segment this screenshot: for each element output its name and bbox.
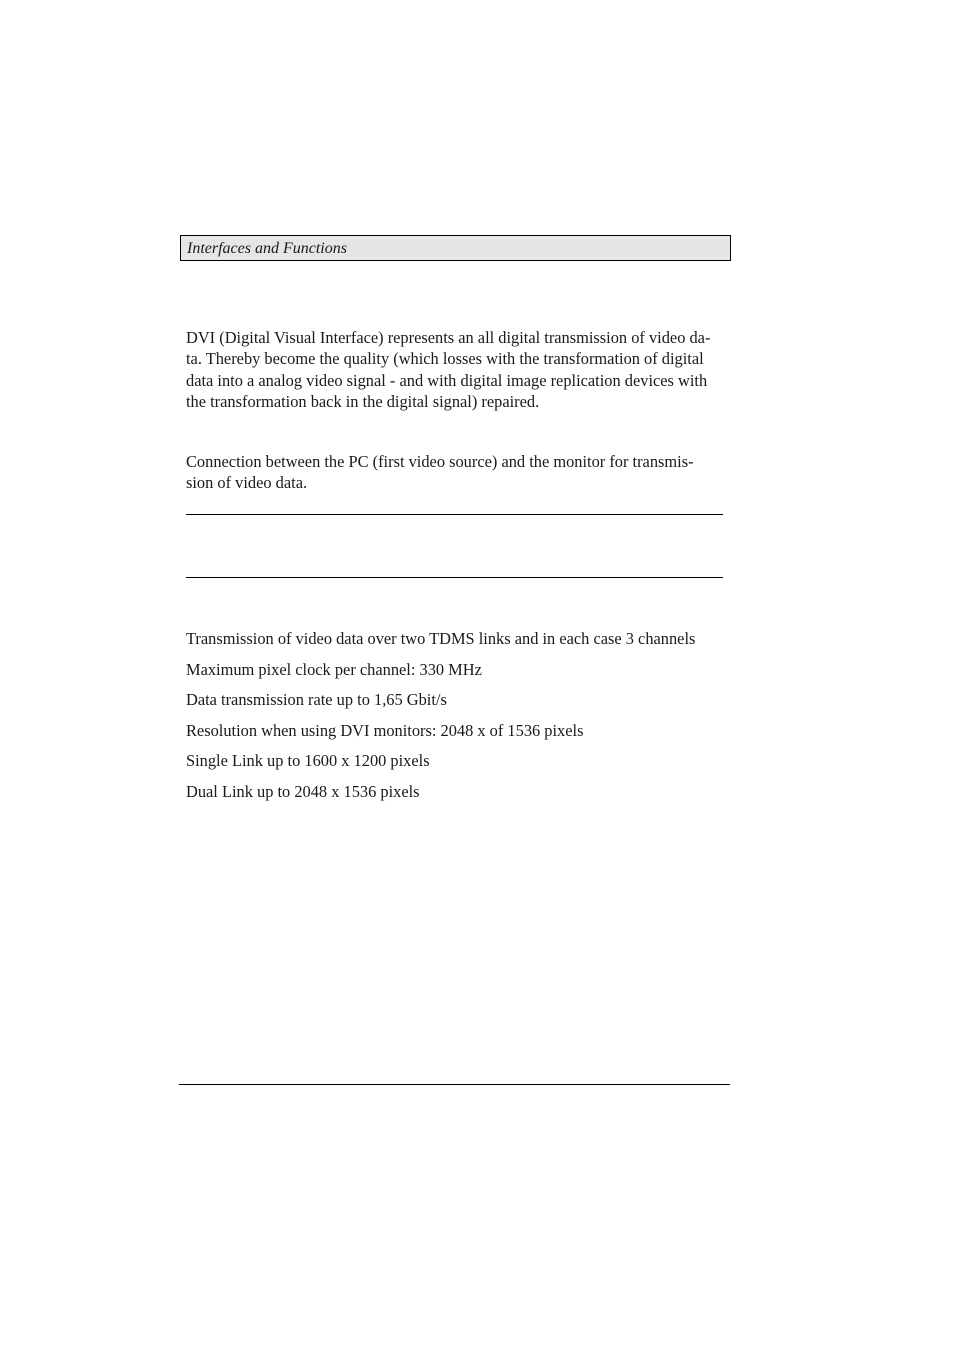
paragraph-line: DVI (Digital Visual Interface) represents an all digital transmission of video da- <box>186 328 711 347</box>
paragraph-line: sion of video data. <box>186 473 308 493</box>
spec-item: Dual Link up to 2048 x 1536 pixels <box>186 781 420 801</box>
divider-line <box>186 514 723 515</box>
spec-item: Transmission of video data over two TDMS links and in each case 3 channels <box>186 629 696 648</box>
footer-divider <box>179 1084 730 1085</box>
section-title: Interfaces and Functions <box>187 240 347 257</box>
spec-list <box>186 629 695 812</box>
spec-item: Single Link up to 1600 x 1200 pixels <box>186 751 430 770</box>
section-header-bar <box>180 235 731 261</box>
paragraph-line: ta. Thereby become the quality (which losses with the transformation of digital <box>186 349 704 369</box>
spec-item: Maximum pixel clock per channel: 330 MHz <box>186 659 482 679</box>
divider-line <box>186 577 723 578</box>
spec-item: Data transmission rate up to 1,65 Gbit/s <box>186 690 447 709</box>
paragraph-line: the transformation back in the digital signal) repaired. <box>186 391 540 411</box>
connection-paragraph <box>186 451 726 494</box>
spec-item: Resolution when using DVI monitors: 2048 x of 1536 pixels <box>186 720 584 740</box>
paragraph-line: Connection between the PC (first video source) and the monitor for transmis- <box>186 452 694 471</box>
dvi-intro-paragraph <box>186 327 726 412</box>
paragraph-line: data into a analog video signal - and with digital image replication devices with <box>186 370 708 390</box>
